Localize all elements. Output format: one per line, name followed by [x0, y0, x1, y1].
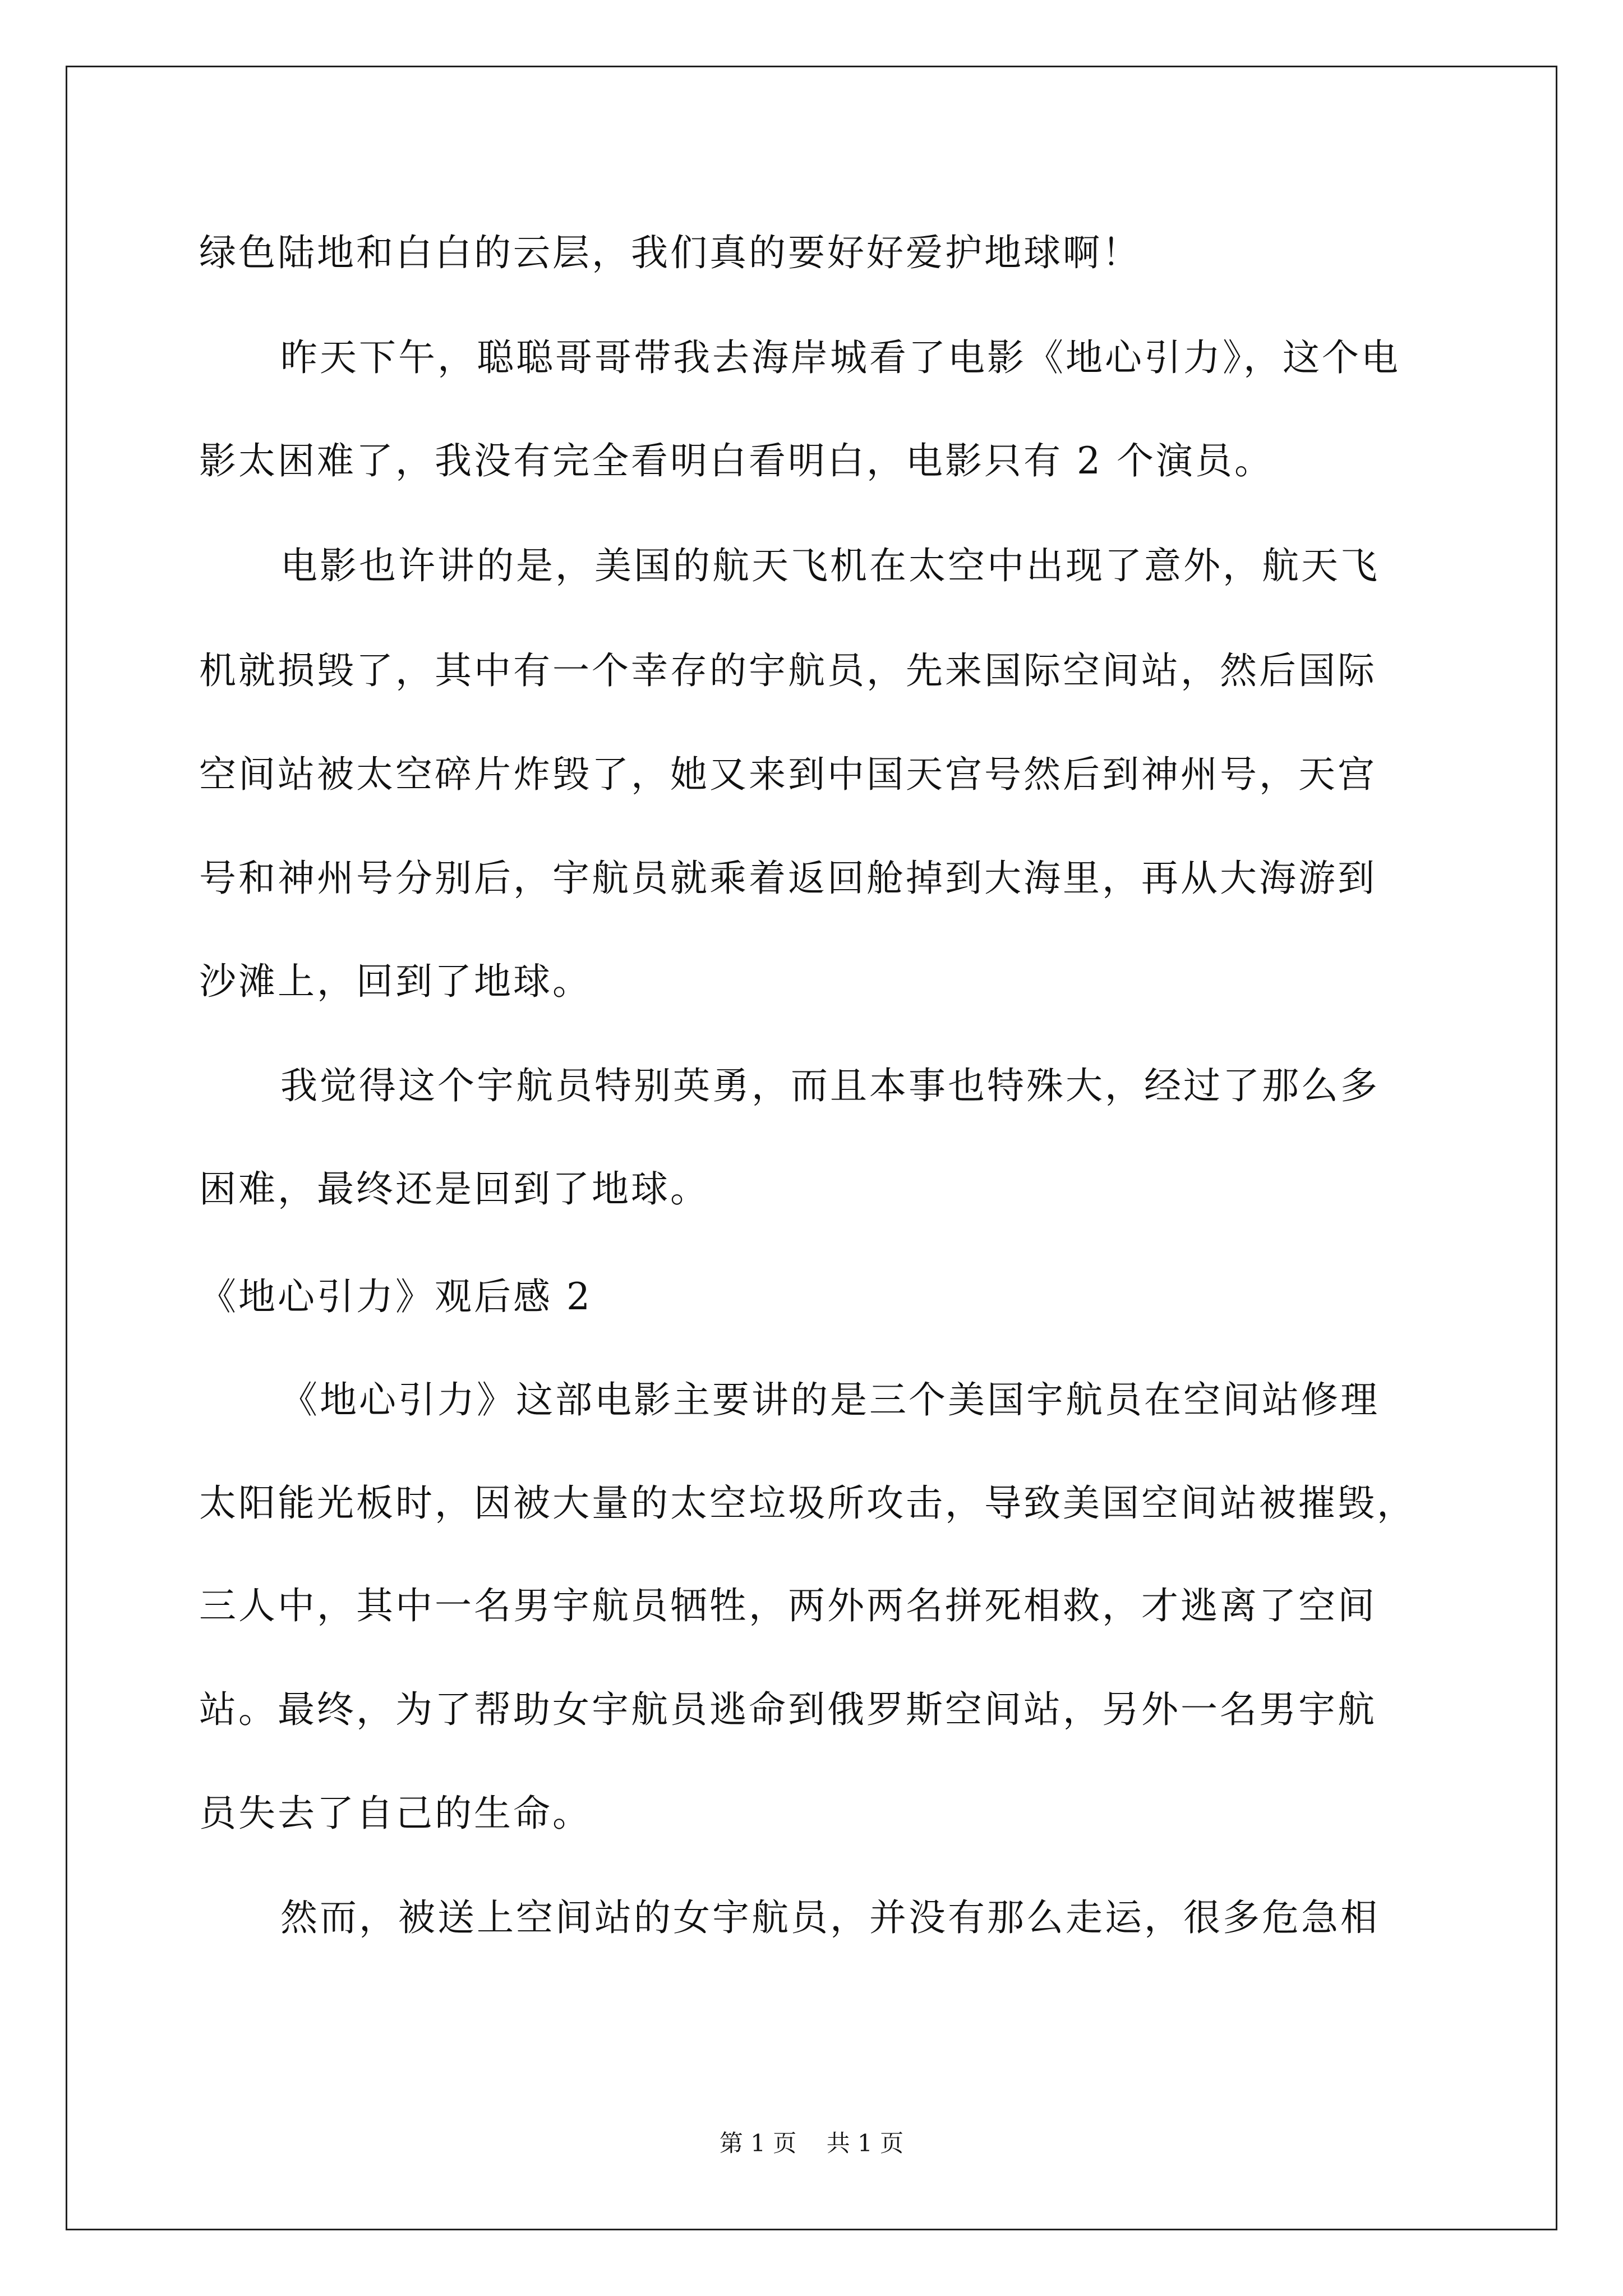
text-line: 太阳能光板时，因被大量的太空垃圾所攻击，导致美国空间站被摧毁， — [199, 1481, 1416, 1525]
text-line: 三人中，其中一名男宇航员牺牲，两外两名拼死相救，才逃离了空间 — [199, 1584, 1377, 1627]
text-line: 站。最终，为了帮助女宇航员逃命到俄罗斯空间站，另外一名男宇航 — [199, 1688, 1377, 1731]
text-line: 空间站被太空碎片炸毁了，她又来到中国天宫号然后到神州号，天宫 — [199, 753, 1377, 796]
text-line: 昨天下午，聪聪哥哥带我去海岸城看了电影《地心引力》，这个电 — [280, 336, 1400, 379]
text-line: 《地心引力》这部电影主要讲的是三个美国宇航员在空间站修理 — [280, 1378, 1380, 1421]
text-line: 号和神州号分别后，宇航员就乘着返回舱掉到大海里，再从大海游到 — [199, 857, 1377, 900]
text-line: 沙滩上，回到了地球。 — [199, 960, 592, 1003]
text-line: 影太困难了，我没有完全看明白看明白，电影只有 2 个演员。 — [199, 439, 1274, 482]
page-number: 第 1 页 共 1 页 — [719, 2129, 904, 2157]
text-line: 机就损毁了，其中有一个幸存的宇航员，先来国际空间站，然后国际 — [199, 649, 1377, 692]
text-line: 我觉得这个宇航员特别英勇，而且本事也特殊大，经过了那么多 — [280, 1064, 1380, 1107]
text-line: 员失去了自己的生命。 — [199, 1792, 592, 1835]
section-heading: 《地心引力》观后感 2 — [199, 1275, 592, 1318]
text-line: 然而，被送上空间站的女宇航员，并没有那么走运，很多危急相 — [280, 1896, 1380, 1939]
text-line: 绿色陆地和白白的云层，我们真的要好好爱护地球啊！ — [199, 231, 1141, 274]
text-line: 困难，最终还是回到了地球。 — [199, 1167, 709, 1211]
text-line: 电影也许讲的是，美国的航天飞机在太空中出现了意外，航天飞 — [280, 544, 1380, 587]
